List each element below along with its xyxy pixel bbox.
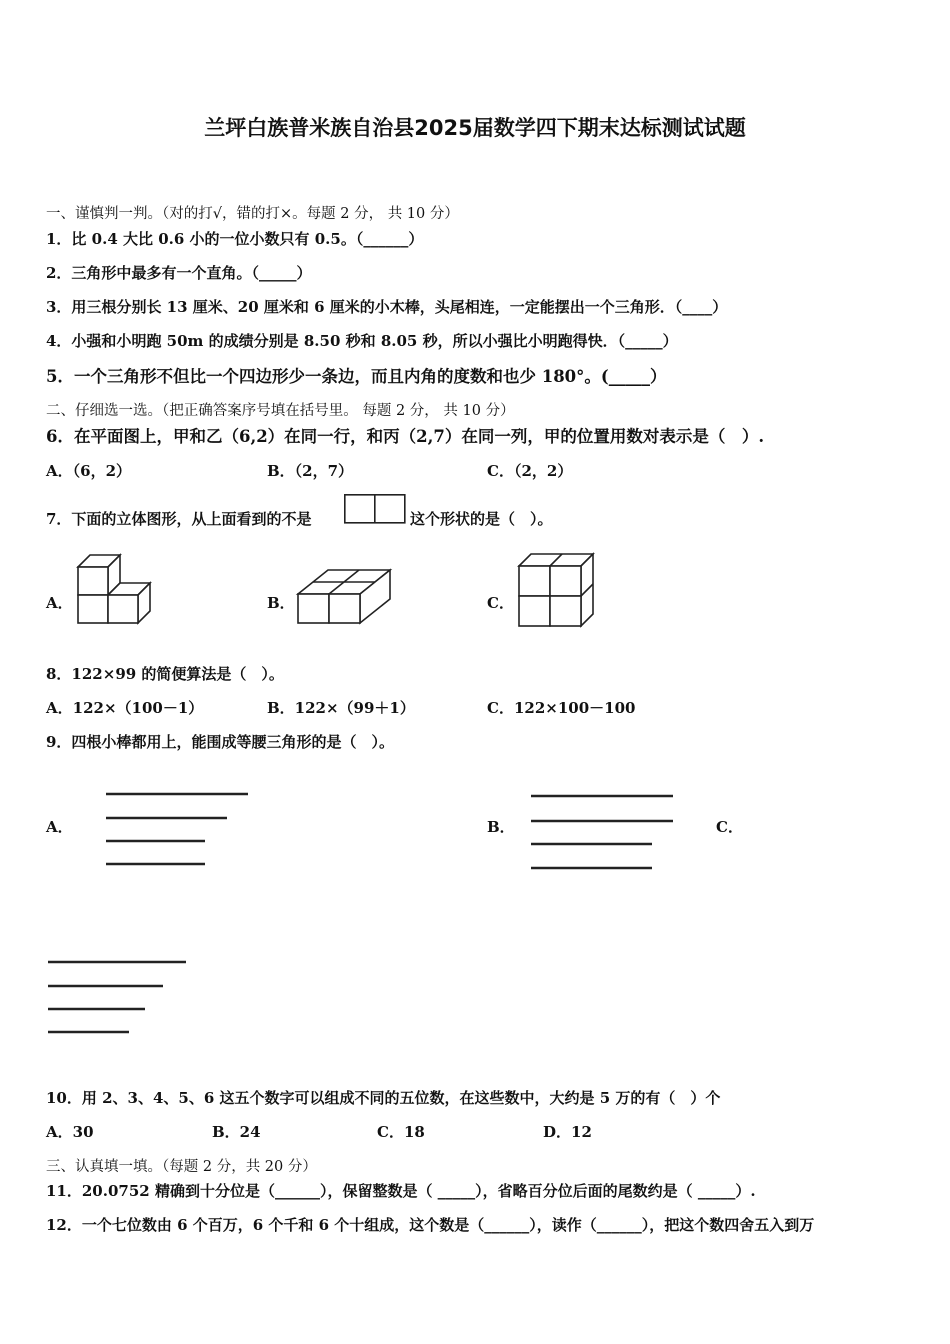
- q10-option-d: D．12: [543, 1123, 592, 1141]
- q10-option-b: B．24: [212, 1123, 261, 1141]
- question-9: 9．四根小棒都用上，能围成等腰三角形的是（ ）。: [46, 733, 394, 751]
- question-6: 6．在平面图上，甲和乙（6,2）在同一行，和丙（2,7）在同一列，甲的位置用数对表示是（ ）.: [46, 427, 765, 446]
- question-3: 3．用三根分别长 13 厘米、20 厘米和 6 厘米的小木棒，头尾相连，一定能摆出一个三角形．（____）: [46, 298, 728, 316]
- q9-sticks-figure-a: [105, 790, 250, 870]
- question-7-text-after: 这个形状的是（ ）。: [410, 510, 553, 528]
- question-8: 8．122×99 的简便算法是（ ）。: [46, 665, 284, 683]
- q9-option-b: B．: [487, 818, 515, 836]
- q6-option-c: C．（2，2）: [487, 462, 573, 480]
- question-4: 4．小强和小明跑 50m 的成绩分别是 8.50 秒和 8.05 秒，所以小强比小明跑得快．（_____）: [46, 332, 678, 350]
- section-3-header: 三、认真填一填。（每题 2 分，共 20 分）: [46, 1159, 317, 1175]
- q7-option-c: C．: [487, 594, 514, 612]
- q8-option-c: C．122×100－100: [487, 699, 636, 717]
- q7-cube-figure-a: [78, 555, 153, 627]
- q7-cube-figure-b: [298, 570, 393, 626]
- question-12: 12．一个七位数由 6 个百万，6 个千和 6 个十组成，这个数是（______），读作（______），把这个数四舍五入到万: [46, 1216, 815, 1234]
- q7-option-b: B．: [267, 594, 295, 612]
- page-title: 兰坪白族普米族自治县2025届数学四下期末达标测试试题: [204, 116, 746, 140]
- question-11: 11．20.0752 精确到十分位是（______），保留整数是（ _____），省略百分位后面的尾数约是（ _____）.: [46, 1182, 756, 1200]
- q9-option-a: A．: [46, 818, 73, 836]
- q7-option-a: A．: [46, 594, 73, 612]
- q7-top-view-figure: [344, 494, 406, 524]
- section-2-header: 二、仔细选一选。（把正确答案序号填在括号里。 每题 2 分， 共 10 分）: [46, 403, 515, 419]
- q6-option-b: B．（2，7）: [267, 462, 354, 480]
- q9-option-c: C．: [716, 818, 743, 836]
- section-1-header: 一、谨慎判一判。（对的打√，错的打×。每题 2 分， 共 10 分）: [46, 206, 459, 222]
- q10-option-a: A．30: [46, 1123, 94, 1141]
- q6-option-a: A．（6，2）: [46, 462, 132, 480]
- question-5: 5．一个三角形不但比一个四边形少一条边，而且内角的度数和也少 180°。(_____）: [46, 367, 667, 386]
- q10-option-c: C．18: [377, 1123, 425, 1141]
- question-2: 2．三角形中最多有一个直角。（_____）: [46, 264, 312, 282]
- q9-sticks-figure-b: [530, 792, 676, 872]
- question-1: 1．比 0.4 大比 0.6 小的一位小数只有 0.5。（______）: [46, 230, 424, 248]
- q8-option-a: A．122×（100－1）: [46, 699, 204, 717]
- question-7-text-before: 7．下面的立体图形，从上面看到的不是: [46, 510, 312, 528]
- question-10: 10．用 2、3、4、5、6 这五个数字可以组成不同的五位数，在这些数中，大约是 5 万的有（ ）个: [46, 1089, 721, 1107]
- q7-cube-figure-c: [519, 554, 595, 630]
- q9-sticks-figure-c: [47, 957, 189, 1037]
- q8-option-b: B．122×（99＋1）: [267, 699, 415, 717]
